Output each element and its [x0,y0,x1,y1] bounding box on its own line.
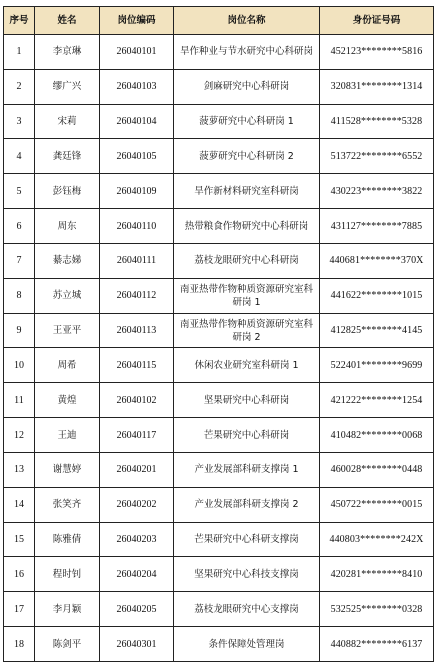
cell-position-code: 26040115 [100,348,174,383]
table-row [4,69,434,104]
table-row [4,243,434,278]
table-row [4,592,434,627]
cell-position-name: 剑麻研究中心科研岗 [174,69,320,104]
cell-id-number: 410482********0068 [320,418,434,453]
cell-index: 13 [4,452,35,487]
cell-id-number: 513722********6552 [320,139,434,174]
cell-name: 程时钊 [35,557,100,592]
table-row [4,348,434,383]
cell-name: 宋莉 [35,104,100,139]
cell-position-name: 菠萝研究中心科研岗 1 [174,104,320,139]
cell-name: 綦志娣 [35,243,100,278]
cell-id-number: 411528********5328 [320,104,434,139]
cell-id-number: 430223********3822 [320,174,434,209]
cell-id-number: 450722********0015 [320,487,434,522]
cell-index: 12 [4,418,35,453]
header-index: 序号 [4,7,35,35]
cell-name: 龚廷锋 [35,139,100,174]
cell-position-code: 26040104 [100,104,174,139]
cell-position-code: 26040103 [100,69,174,104]
cell-position-name: 芒果研究中心科研支撑岗 [174,522,320,557]
cell-name: 周希 [35,348,100,383]
cell-position-code: 26040111 [100,243,174,278]
cell-id-number: 421222********1254 [320,383,434,418]
cell-index: 4 [4,139,35,174]
cell-position-code: 26040204 [100,557,174,592]
header-position-name: 岗位名称 [174,7,320,35]
cell-position-name: 产业发展部科研支撑岗 1 [174,452,320,487]
cell-position-code: 26040109 [100,174,174,209]
table-body [4,35,434,662]
table-row [4,35,434,70]
cell-name: 苏立城 [35,278,100,313]
table-row [4,313,434,348]
cell-name: 陈剑平 [35,627,100,662]
header-id-number: 身份证号码 [320,7,434,35]
cell-index: 14 [4,487,35,522]
cell-index: 16 [4,557,35,592]
table-row [4,209,434,244]
cell-index: 7 [4,243,35,278]
cell-position-code: 26040102 [100,383,174,418]
cell-position-name: 坚果研究中心科研岗 [174,383,320,418]
cell-id-number: 412825********4145 [320,313,434,348]
cell-position-name: 热带粮食作物研究中心科研岗 [174,209,320,244]
cell-index: 8 [4,278,35,313]
cell-position-code: 26040110 [100,209,174,244]
cell-index: 11 [4,383,35,418]
cell-index: 6 [4,209,35,244]
cell-id-number: 441622********1015 [320,278,434,313]
cell-id-number: 452123********5816 [320,35,434,70]
cell-id-number: 431127********7885 [320,209,434,244]
cell-position-code: 26040105 [100,139,174,174]
cell-index: 10 [4,348,35,383]
header-name: 姓名 [35,7,100,35]
table-row [4,278,434,313]
cell-name: 缪广兴 [35,69,100,104]
cell-position-name: 芒果研究中心科研岗 [174,418,320,453]
cell-index: 18 [4,627,35,662]
cell-index: 3 [4,104,35,139]
cell-name: 王迪 [35,418,100,453]
cell-position-name: 菠萝研究中心科研岗 2 [174,139,320,174]
cell-position-name: 南亚热带作物种质资源研究室科研岗 1 [174,278,320,313]
cell-position-code: 26040113 [100,313,174,348]
cell-position-code: 26040203 [100,522,174,557]
cell-index: 17 [4,592,35,627]
table-row [4,557,434,592]
table-row [4,522,434,557]
cell-index: 1 [4,35,35,70]
cell-id-number: 420281********8410 [320,557,434,592]
table-row [4,174,434,209]
cell-position-code: 26040117 [100,418,174,453]
cell-name: 李月颖 [35,592,100,627]
cell-name: 张笑齐 [35,487,100,522]
cell-position-code: 26040112 [100,278,174,313]
cell-id-number: 532525********0328 [320,592,434,627]
cell-name: 谢慧婷 [35,452,100,487]
cell-id-number: 440803********242X [320,522,434,557]
table-row [4,627,434,662]
cell-position-name: 荔枝龙眼研究中心支撑岗 [174,592,320,627]
cell-index: 2 [4,69,35,104]
cell-position-name: 旱作新材料研究室科研岗 [174,174,320,209]
cell-position-code: 26040202 [100,487,174,522]
table-row [4,487,434,522]
cell-id-number: 320831********1314 [320,69,434,104]
cell-index: 9 [4,313,35,348]
cell-index: 5 [4,174,35,209]
cell-id-number: 460028********0448 [320,452,434,487]
cell-position-name: 旱作种业与节水研究中心科研岗 [174,35,320,70]
cell-name: 王亚平 [35,313,100,348]
cell-index: 15 [4,522,35,557]
cell-position-code: 26040201 [100,452,174,487]
cell-position-name: 休闲农业研究室科研岗 1 [174,348,320,383]
table-row [4,452,434,487]
cell-position-name: 坚果研究中心科技支撑岗 [174,557,320,592]
cell-name: 李京琳 [35,35,100,70]
table-row [4,418,434,453]
cell-position-code: 26040301 [100,627,174,662]
cell-position-name: 荔枝龙眼研究中心科研岗 [174,243,320,278]
cell-id-number: 440882********6137 [320,627,434,662]
header-position-code: 岗位编码 [100,7,174,35]
cell-position-code: 26040205 [100,592,174,627]
cell-position-name: 条件保障处管理岗 [174,627,320,662]
cell-position-code: 26040101 [100,35,174,70]
table-row [4,139,434,174]
cell-position-name: 南亚热带作物种质资源研究室科研岗 2 [174,313,320,348]
results-table [3,6,434,662]
cell-name: 黄煌 [35,383,100,418]
cell-id-number: 440681********370X [320,243,434,278]
cell-position-name: 产业发展部科研支撑岗 2 [174,487,320,522]
table-row [4,104,434,139]
cell-name: 周东 [35,209,100,244]
cell-name: 彭钰梅 [35,174,100,209]
cell-id-number: 522401********9699 [320,348,434,383]
cell-name: 陈雅倩 [35,522,100,557]
table-header-row [4,7,434,35]
table-row [4,383,434,418]
